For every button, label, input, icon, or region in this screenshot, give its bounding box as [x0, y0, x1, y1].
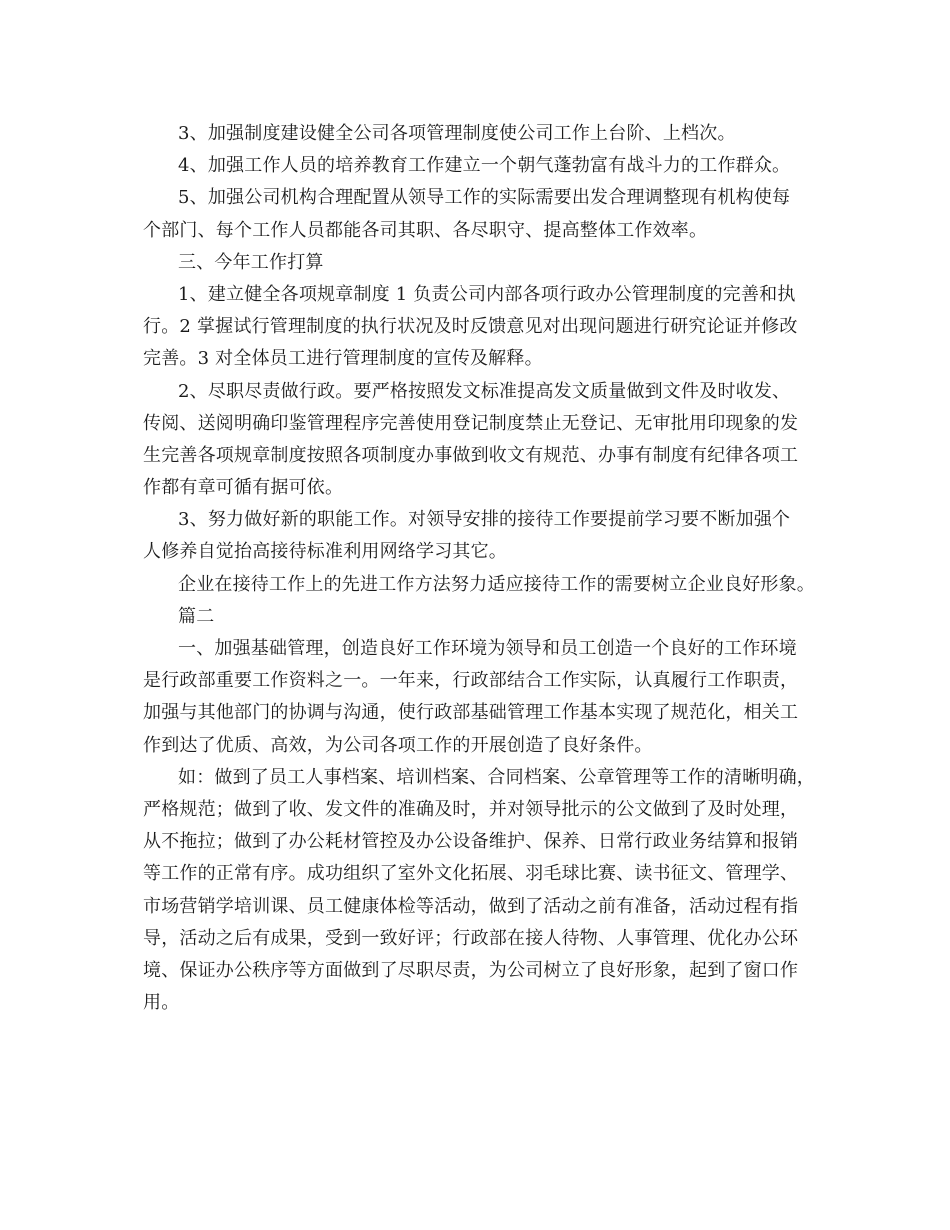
- text-line: 2、尽职尽责做行政。要严格按照发文标准提高发文质量做到文件及时收发、: [178, 380, 791, 402]
- text-line: 一、加强基础管理，创造良好工作环境为领导和员工创造一个良好的工作环境: [178, 638, 797, 659]
- text-line: 是行政部重要工作资料之一。一年来，行政部结合工作实际，认真履行工作职责，: [143, 670, 799, 692]
- text-line: 完善。3 对全体员工进行管理制度的宣传及解释。: [143, 348, 543, 370]
- text-line: 企业在接待工作上的先进工作方法努力适应接待工作的需要树立企业良好形象。: [178, 573, 815, 595]
- text-line: 境、保证办公秩序等方面做到了尽职尽责，为公司树立了良好形象，起到了窗口作: [143, 959, 799, 981]
- text-line: 如：做到了员工人事档案、培训档案、合同档案、公章管理等工作的清晰明确，: [178, 766, 815, 788]
- text-line: 3、加强制度建设健全公司各项管理制度使公司工作上台阶、上档次。: [178, 123, 736, 144]
- text-line: 加强与其他部门的协调与沟通，使行政部基础管理工作基本实现了规范化，相关工: [143, 702, 799, 724]
- text-line: 导，活动之后有成果，受到一致好评；行政部在接人待物、人事管理、优化办公环: [143, 927, 799, 949]
- text-line: 个部门、每个工作人员都能各司其职、各尽职守、提高整体工作效率。: [143, 219, 708, 241]
- text-line: 5、加强公司机构合理配置从领导工作的实际需要出发合理调整现有机构使每: [178, 187, 791, 209]
- document-body: [143, 118, 825, 1019]
- text-line: 等工作的正常有序。成功组织了室外文化拓展、羽毛球比赛、读书征文、管理学、: [143, 863, 799, 885]
- text-line: 三、今年工作打算: [178, 251, 324, 273]
- text-line: 严格规范；做到了收、发文件的准确及时，并对领导批示的公文做到了及时处理，: [143, 798, 799, 820]
- text-line: 生完善各项规章制度按照各项制度办事做到收文有规范、办事有制度有纪律各项工: [143, 444, 799, 466]
- text-line: 篇二: [178, 605, 215, 627]
- text-line: 从不拖拉；做到了办公耗材管控及办公设备维护、保养、日常行政业务结算和报销: [143, 831, 799, 853]
- text-line: 市场营销学培训课、员工健康体检等活动，做到了活动之前有准备，活动过程有指: [143, 895, 799, 917]
- text-line: 4、加强工作人员的培养教育工作建立一个朝气蓬勃富有战斗力的工作群众。: [178, 155, 791, 177]
- text-line: 人修养自觉抬高接待标准利用网络学习其它。: [143, 541, 507, 563]
- text-line: 行。2 掌握试行管理制度的执行状况及时反馈意见对出现问题进行研究论证并修改: [143, 316, 798, 338]
- text-line: 作到达了优质、高效，为公司各项工作的开展创造了良好条件。: [143, 734, 653, 756]
- text-line: 1、建立健全各项规章制度 1 负责公司内部各项行政办公管理制度的完善和执: [178, 283, 796, 305]
- text-line: 传阅、送阅明确印鉴管理程序完善使用登记制度禁止无登记、无审批用印现象的发: [143, 412, 799, 434]
- text-line: 用。: [143, 992, 180, 1014]
- text-line: 作都有章可循有据可依。: [143, 477, 344, 499]
- text-line: 3、努力做好新的职能工作。对领导安排的接待工作要提前学习要不断加强个: [178, 509, 791, 531]
